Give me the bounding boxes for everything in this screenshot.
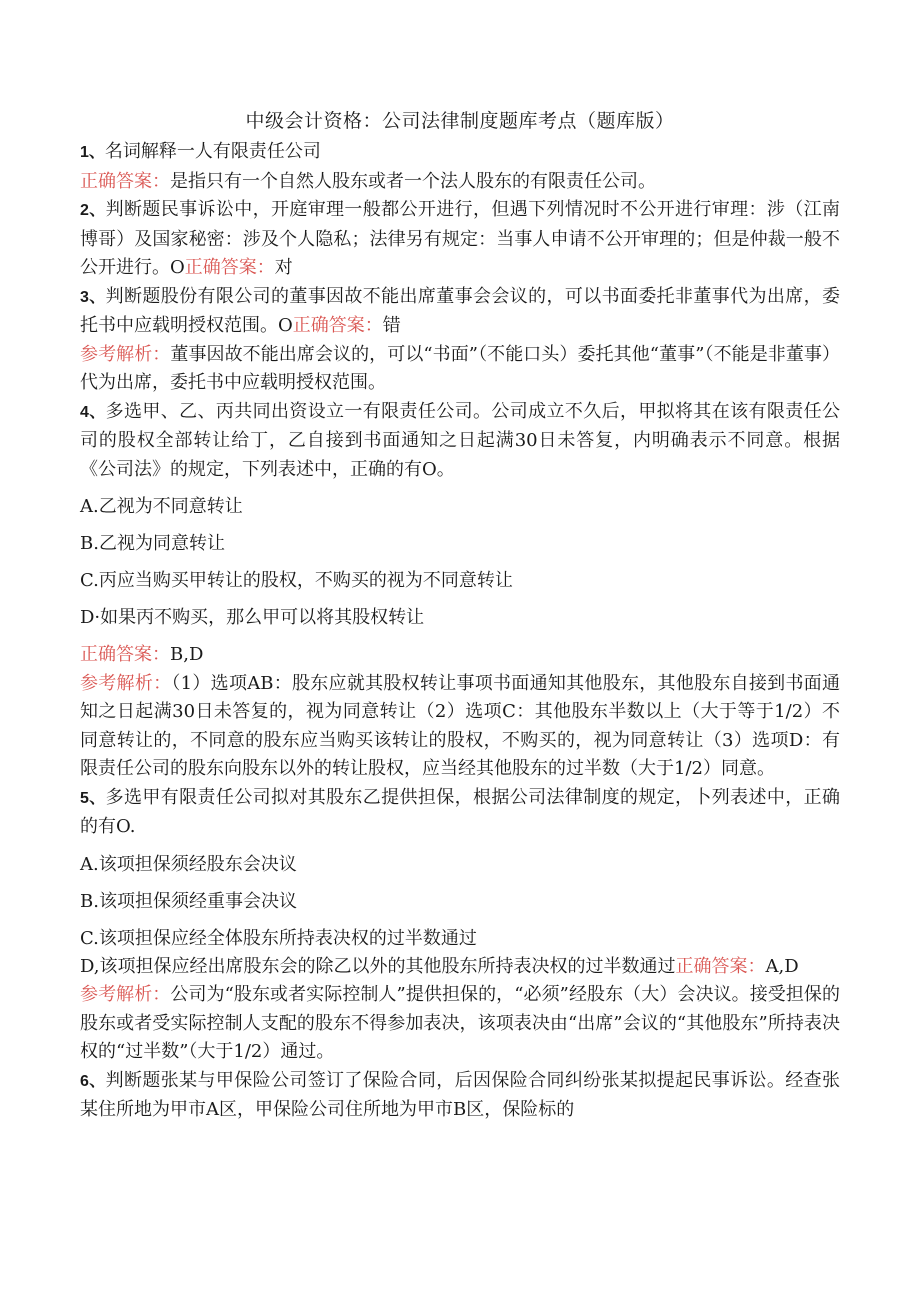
question-1 (80, 138, 840, 168)
question-4 (80, 398, 840, 485)
analysis-3 (80, 341, 840, 398)
analysis-text: （1）选项AB：股东应就其股权转让事项书面通知其他股东，其他股东自接到书面通知之日起满30日未答复的，视为同意转让（2）选项C：其他股东半数以上（大于等于1/2）不同意转让的，不同意的股东应当购买该转让的股权，不购买的，视为同意转让（3）选项D：有限责任公司的股东向股东以外的转让股权，应当经其他股东的过半数（大于1/2）同意。 (80, 672, 840, 779)
question-5 (80, 784, 840, 842)
question-text: 多选甲有限责任公司拟对其股东乙提供担保，根据公司法律制度的规定，卜列表述中，正确的有O. (80, 786, 840, 837)
question-number: 6、 (80, 1072, 106, 1090)
question-text: 判断题股份有限公司的董事因故不能出席董事会会议的，可以书面委托非董事代为出席，委托书中应载明授权范围。O (80, 285, 840, 336)
answer-value: 对 (274, 257, 293, 278)
analysis-label: 参考解析： (80, 984, 171, 1005)
question-number: 5、 (80, 789, 106, 807)
option-a: A.该项担保须经股东会决议 (80, 853, 297, 875)
analysis-text: 董事因故不能出席会议的，可以“书面”（不能口头）委托其他“董事”（不能是非董事）代为出席，委托书中应载明授权范围。 (80, 343, 841, 393)
answer-1 (80, 168, 840, 197)
answer-value: A,D (765, 955, 799, 977)
answer-label: 正确答案： (184, 257, 275, 278)
analysis-4 (80, 670, 840, 784)
analysis-label: 参考解析： (80, 672, 172, 694)
question-6 (80, 1067, 840, 1125)
analysis-text: 公司为“股东或者实际控制人”提供担保的，“必须”经股东（大）会决议。接受担保的股东或者受实际控制人支配的股东不得参加表决，该项表决由“出席”会议的“其他股东”所持表决权的“过半数”（大于1/2）通过。 (80, 984, 840, 1062)
question-2 (80, 196, 840, 283)
document-page (80, 104, 840, 1125)
answer-label: 正确答案： (80, 644, 170, 665)
question-3 (80, 283, 840, 341)
analysis-label: 参考解析： (80, 343, 171, 365)
option-c: C.丙应当购买甲转让的股权，不购买的视为不同意转让 (80, 570, 513, 591)
question-text: 名词解释一人有限责任公司 (104, 141, 321, 162)
answer-4 (80, 641, 840, 670)
option-a: A.乙视为不同意转让 (80, 496, 243, 517)
answer-label: 正确答案： (292, 315, 383, 336)
answer-label: 正确答案： (80, 170, 170, 192)
option-b: B.该项担保须经重事会决议 (80, 890, 297, 912)
answer-value: 错 (382, 315, 401, 336)
question-text: 判断题民事诉讼中，开庭审理一般都公开进行，但遇下列情况时不公开进行审理：涉（江南博哥）及国家秘密：涉及个人隐私；法律另有规定：当事人申请不公开审理的；但是仲裁一般不公开进行。O (80, 199, 840, 278)
option-d-with-answer (80, 953, 840, 982)
question-number: 2、 (80, 202, 106, 219)
question-text: 多选甲、乙、丙共同出资设立一有限责任公司。公司成立不久后，甲拟将其在该有限责任公司的股权全部转让给丁，乙自接到书面通知之日起满30日未答复，内明确表示不同意。根据《公司法》的规定，下列表述中，正确的有O。 (80, 400, 840, 480)
option-c: C.该项担保应经全体股东所持表决权的过半数通过 (80, 927, 477, 949)
answer-value: 是指只有一个自然人股东或者一个法人股东的有限责任公司。 (170, 170, 656, 192)
question-text: 判断题张某与甲保险公司签订了保险合同，后因保险合同纠纷张某拟提起民事诉讼。经查张某住所地为甲市A区，甲保险公司住所地为甲市B区，保险标的 (80, 1069, 840, 1120)
answer-label: 正确答案： (675, 955, 766, 977)
question-number: 4、 (80, 403, 106, 421)
option-b: B.乙视为同意转让 (80, 533, 225, 554)
option-d: D·如果丙不购买，那么甲可以将其股权转让 (80, 607, 425, 628)
answer-value: B,D (170, 644, 204, 665)
option-d: D,该项担保应经出席股东会的除乙以外的其他股东所持表决权的过半数通过 (80, 955, 676, 977)
question-number: 1、 (80, 144, 105, 161)
question-number: 3、 (80, 288, 106, 306)
document-title: 中级会计资格：公司法律制度题库考点（题库版） (245, 110, 675, 132)
analysis-5 (80, 981, 840, 1067)
